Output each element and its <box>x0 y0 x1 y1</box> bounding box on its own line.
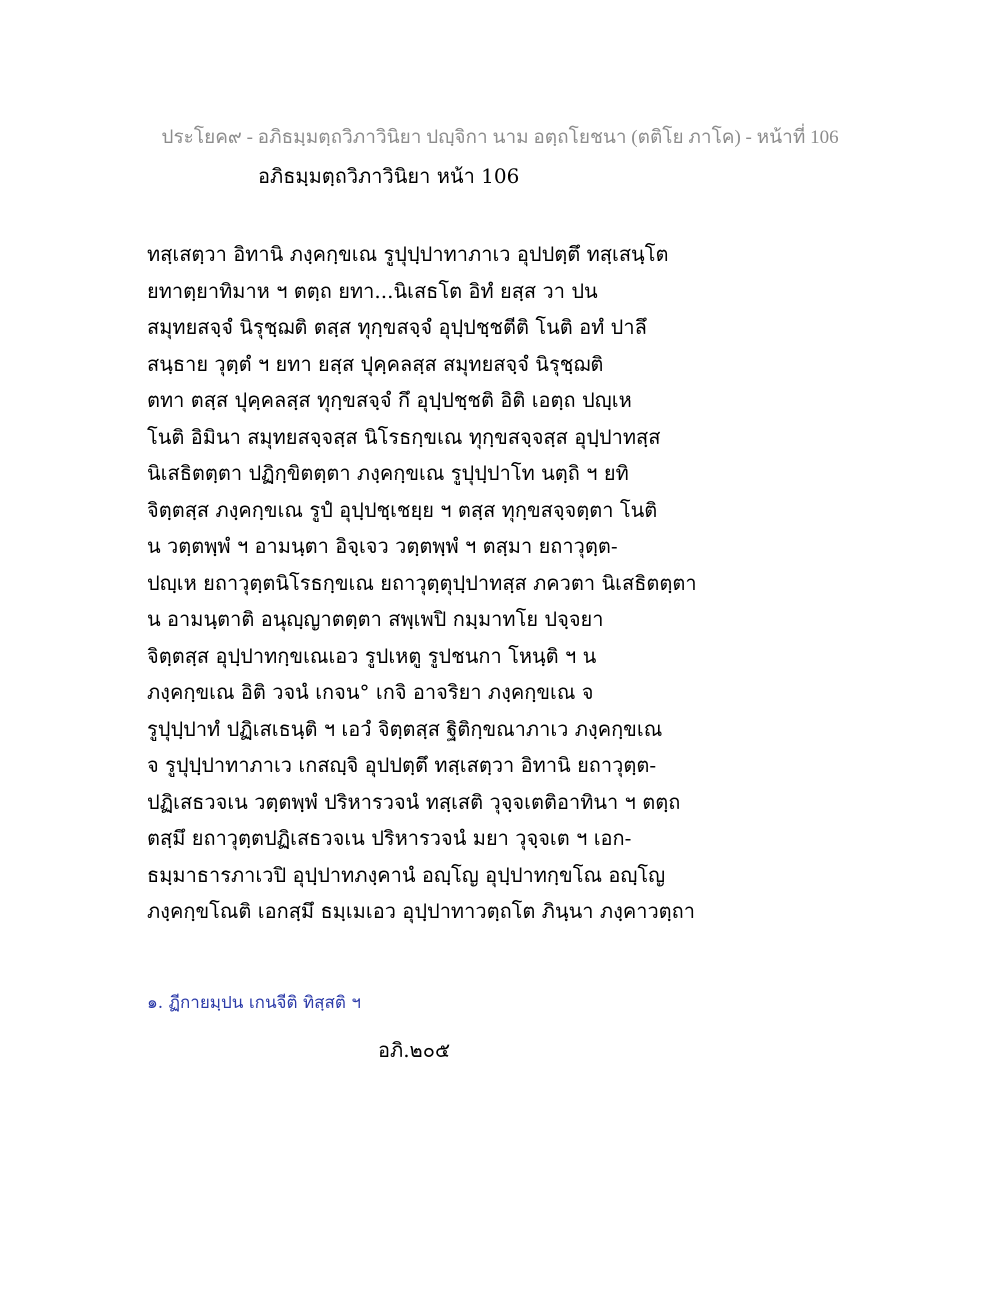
body-line-17: ตสฺมึ ยถาวุตฺตปฏิเสธวจเน ปริหารวจนํ มยา วุจฺจเต ฯ เอก- <box>147 826 632 850</box>
body-text <box>147 236 707 930</box>
body-line-4: สนฺธาย วุตฺตํ ฯ ยทา ยสฺส ปุคฺคลสฺส สมุทยสจฺจํ นิรุชฺฌติ <box>147 351 604 376</box>
page-heading: อภิธมฺมตฺถวิภาวินิยา หน้า 106 <box>258 164 520 188</box>
body-line-7: นิเสธิตตฺตา ปฏิกฺขิตตฺตา ภงฺคกฺขเณ รูปุปฺปาโท นตฺถิ ฯ ยทิ <box>147 461 629 485</box>
body-line-10: ปญฺเห ยถาวุตฺตนิโรธกฺขเณ ยถาวุตฺตุปฺปาทสฺส ภควตา นิเสธิตตฺตา <box>147 570 697 595</box>
page-reference: อภิ.๒๐๕ <box>378 1038 451 1062</box>
body-line-6: โนติ อิมินา สมุทยสจฺจสฺส นิโรธกฺขเณ ทุกฺขสจฺจสฺส อุปฺปาทสฺส <box>147 424 661 449</box>
footnote: ๑. ฏีกายมฺปน เกนจีติ ทิสฺสติ ฯ <box>147 993 361 1013</box>
body-line-5: ตทา ตสฺส ปุคฺคลสฺส ทุกฺขสจฺจํ กึ อุปฺปชฺชติ อิติ เอตฺถ ปญฺเห <box>147 388 632 412</box>
body-line-13: ภงฺคกฺขเณ อิติ วจนํ เกจน° เกจิ อาจริยา ภงฺคกฺขเณ จ <box>147 680 594 704</box>
body-line-3: สมุทยสจฺจํ นิรุชฺฌติ ตสฺส ทุกฺขสจฺจํ อุปฺปชฺชตีติ โนติ อทํ ปาลึ <box>147 315 647 339</box>
body-line-16: ปฏิเสธวจเน วตฺตพฺพํ ปริหารวจนํ ทสฺเสติ วุจฺจเตติอาทินา ฯ ตตฺถ <box>147 789 681 814</box>
body-line-2: ยทาตฺยาทิมาห ฯ ตตฺถ ยทา...นิเสธโต อิทํ ยสฺส วา ปน <box>147 278 598 303</box>
body-line-11: น อามนฺตาติ อนุญฺญาตตฺตา สพฺเพปิ กมฺมาทโย ปจฺจยา <box>147 607 604 631</box>
body-line-19: ภงฺคกฺขโณติ เอกสฺมึ ธมฺเมเอว อุปฺปาทาวตฺถโต ภินฺนา ภงฺคาวตฺถา <box>147 899 695 923</box>
body-line-15: จ รูปุปฺปาทาภาเว เกสญฺจิ อุปปตฺตึ ทสฺเสตฺวา อิทานิ ยถาวุตฺต- <box>147 753 657 777</box>
body-line-18: ธมฺมาธารภาเวปิ อุปฺปาทภงฺคานํ อญฺโญ อุปฺปาทกฺขโณ อญฺโญ <box>147 862 666 887</box>
body-line-1: ทสฺเสตฺวา อิทานิ ภงฺคกฺขเณ รูปุปฺปาทาภาเว อุปปตฺตึ ทสฺเสนฺโต <box>147 242 669 266</box>
body-line-14: รูปุปฺปาทํ ปฏิเสเธนฺติ ฯ เอวํ จิตฺตสฺส ฐิติกฺขณาภาเว ภงฺคกฺขเณ <box>147 716 663 741</box>
body-line-9: น วตฺตพฺพํ ฯ อามนฺตา อิจฺเจว วตฺตพฺพํ ฯ ตสฺมา ยถาวุตฺต- <box>147 534 618 558</box>
running-header: ประโยค๙ - อภิธมฺมตฺถวิภาวินิยา ปญฺจิกา นาม อตฺถโยชนา (ตติโย ภาโค) - หน้าที่ 106 <box>161 127 839 148</box>
body-line-8: จิตฺตสฺส ภงฺคกฺขเณ รูปํ อุปฺปชฺเชยฺย ฯ ตสฺส ทุกฺขสจฺจตฺตา โนติ <box>147 497 658 522</box>
body-line-12: จิตฺตสฺส อุปฺปาทกฺขเณเอว รูปเหตู รูปชนกา โหนฺติ ฯ น <box>147 643 597 668</box>
